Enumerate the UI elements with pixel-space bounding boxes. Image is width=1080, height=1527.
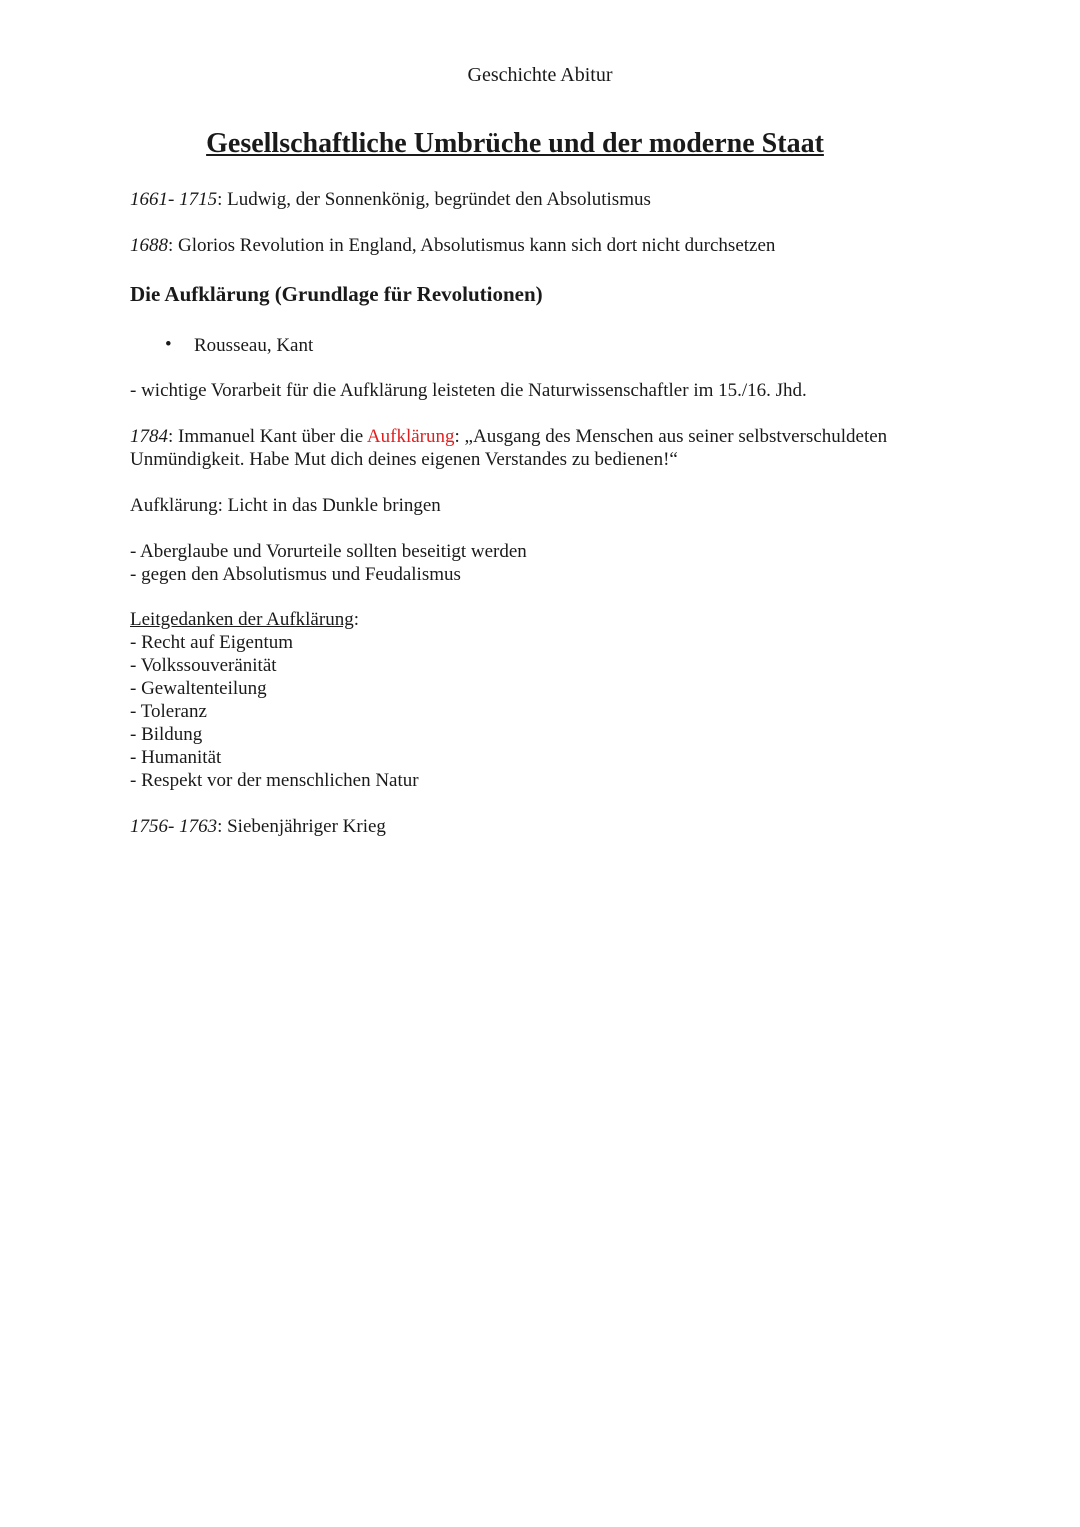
entry-date: 1661- 1715 — [130, 189, 218, 210]
list-item: - Volkssouveränität — [130, 655, 277, 676]
leitgedanken-label: Leitgedanken der Aufklärung — [130, 609, 354, 630]
dash-list — [130, 540, 527, 586]
page-header: Geschichte Abitur — [467, 64, 613, 86]
entry-text: : Siebenjähriger Krieg — [217, 816, 386, 837]
bullet-item: Rousseau, Kant — [194, 335, 314, 356]
timeline-entry — [130, 815, 386, 838]
bullet-icon: • — [165, 334, 172, 355]
list-item: - Toleranz — [130, 701, 207, 722]
kant-pre: : Immanuel Kant über die — [168, 426, 367, 447]
dash-item: - gegen den Absolutismus und Feudalismus — [130, 564, 461, 585]
list-item: - Recht auf Eigentum — [130, 632, 294, 653]
highlight-term: Aufklärung — [366, 426, 455, 447]
leitgedanken-heading — [130, 608, 419, 631]
kant-line2: Unmündigkeit. Habe Mut dich deines eigenen Verstandes zu bedienen!“ — [130, 449, 678, 470]
section-heading: Die Aufklärung (Grundlage für Revolutionen) — [130, 282, 543, 306]
kant-post: : „Ausgang des Menschen aus seiner selbstverschuldeten — [454, 426, 888, 447]
entry-date: 1784 — [130, 426, 168, 447]
paragraph-licht: Aufklärung: Licht in das Dunkle bringen — [130, 495, 441, 516]
list-item: - Bildung — [130, 724, 203, 745]
leitgedanken-list — [130, 608, 419, 792]
entry-text: : Glorios Revolution in England, Absolutismus kann sich dort nicht durchsetzen — [168, 235, 776, 256]
list-item: - Respekt vor der menschlichen Natur — [130, 770, 419, 791]
page-title: Gesellschaftliche Umbrüche und der moderne Staat — [206, 128, 824, 159]
entry-text: : Ludwig, der Sonnenkönig, begründet den Absolutismus — [217, 189, 651, 210]
leitgedanken-colon: : — [353, 609, 359, 630]
kant-quote — [130, 425, 887, 471]
list-item: - Gewaltenteilung — [130, 678, 267, 699]
dash-item: - Aberglaube und Vorurteile sollten beseitigt werden — [130, 541, 527, 562]
list-item: - Humanität — [130, 747, 222, 768]
timeline-entry — [130, 234, 775, 257]
paragraph-vorarbeit: - wichtige Vorarbeit für die Aufklärung leisteten die Naturwissenschaftler im 15./16. Jhd. — [130, 380, 807, 401]
entry-date: 1756- 1763 — [130, 816, 218, 837]
timeline-entry — [130, 188, 651, 211]
entry-date: 1688 — [130, 235, 168, 256]
